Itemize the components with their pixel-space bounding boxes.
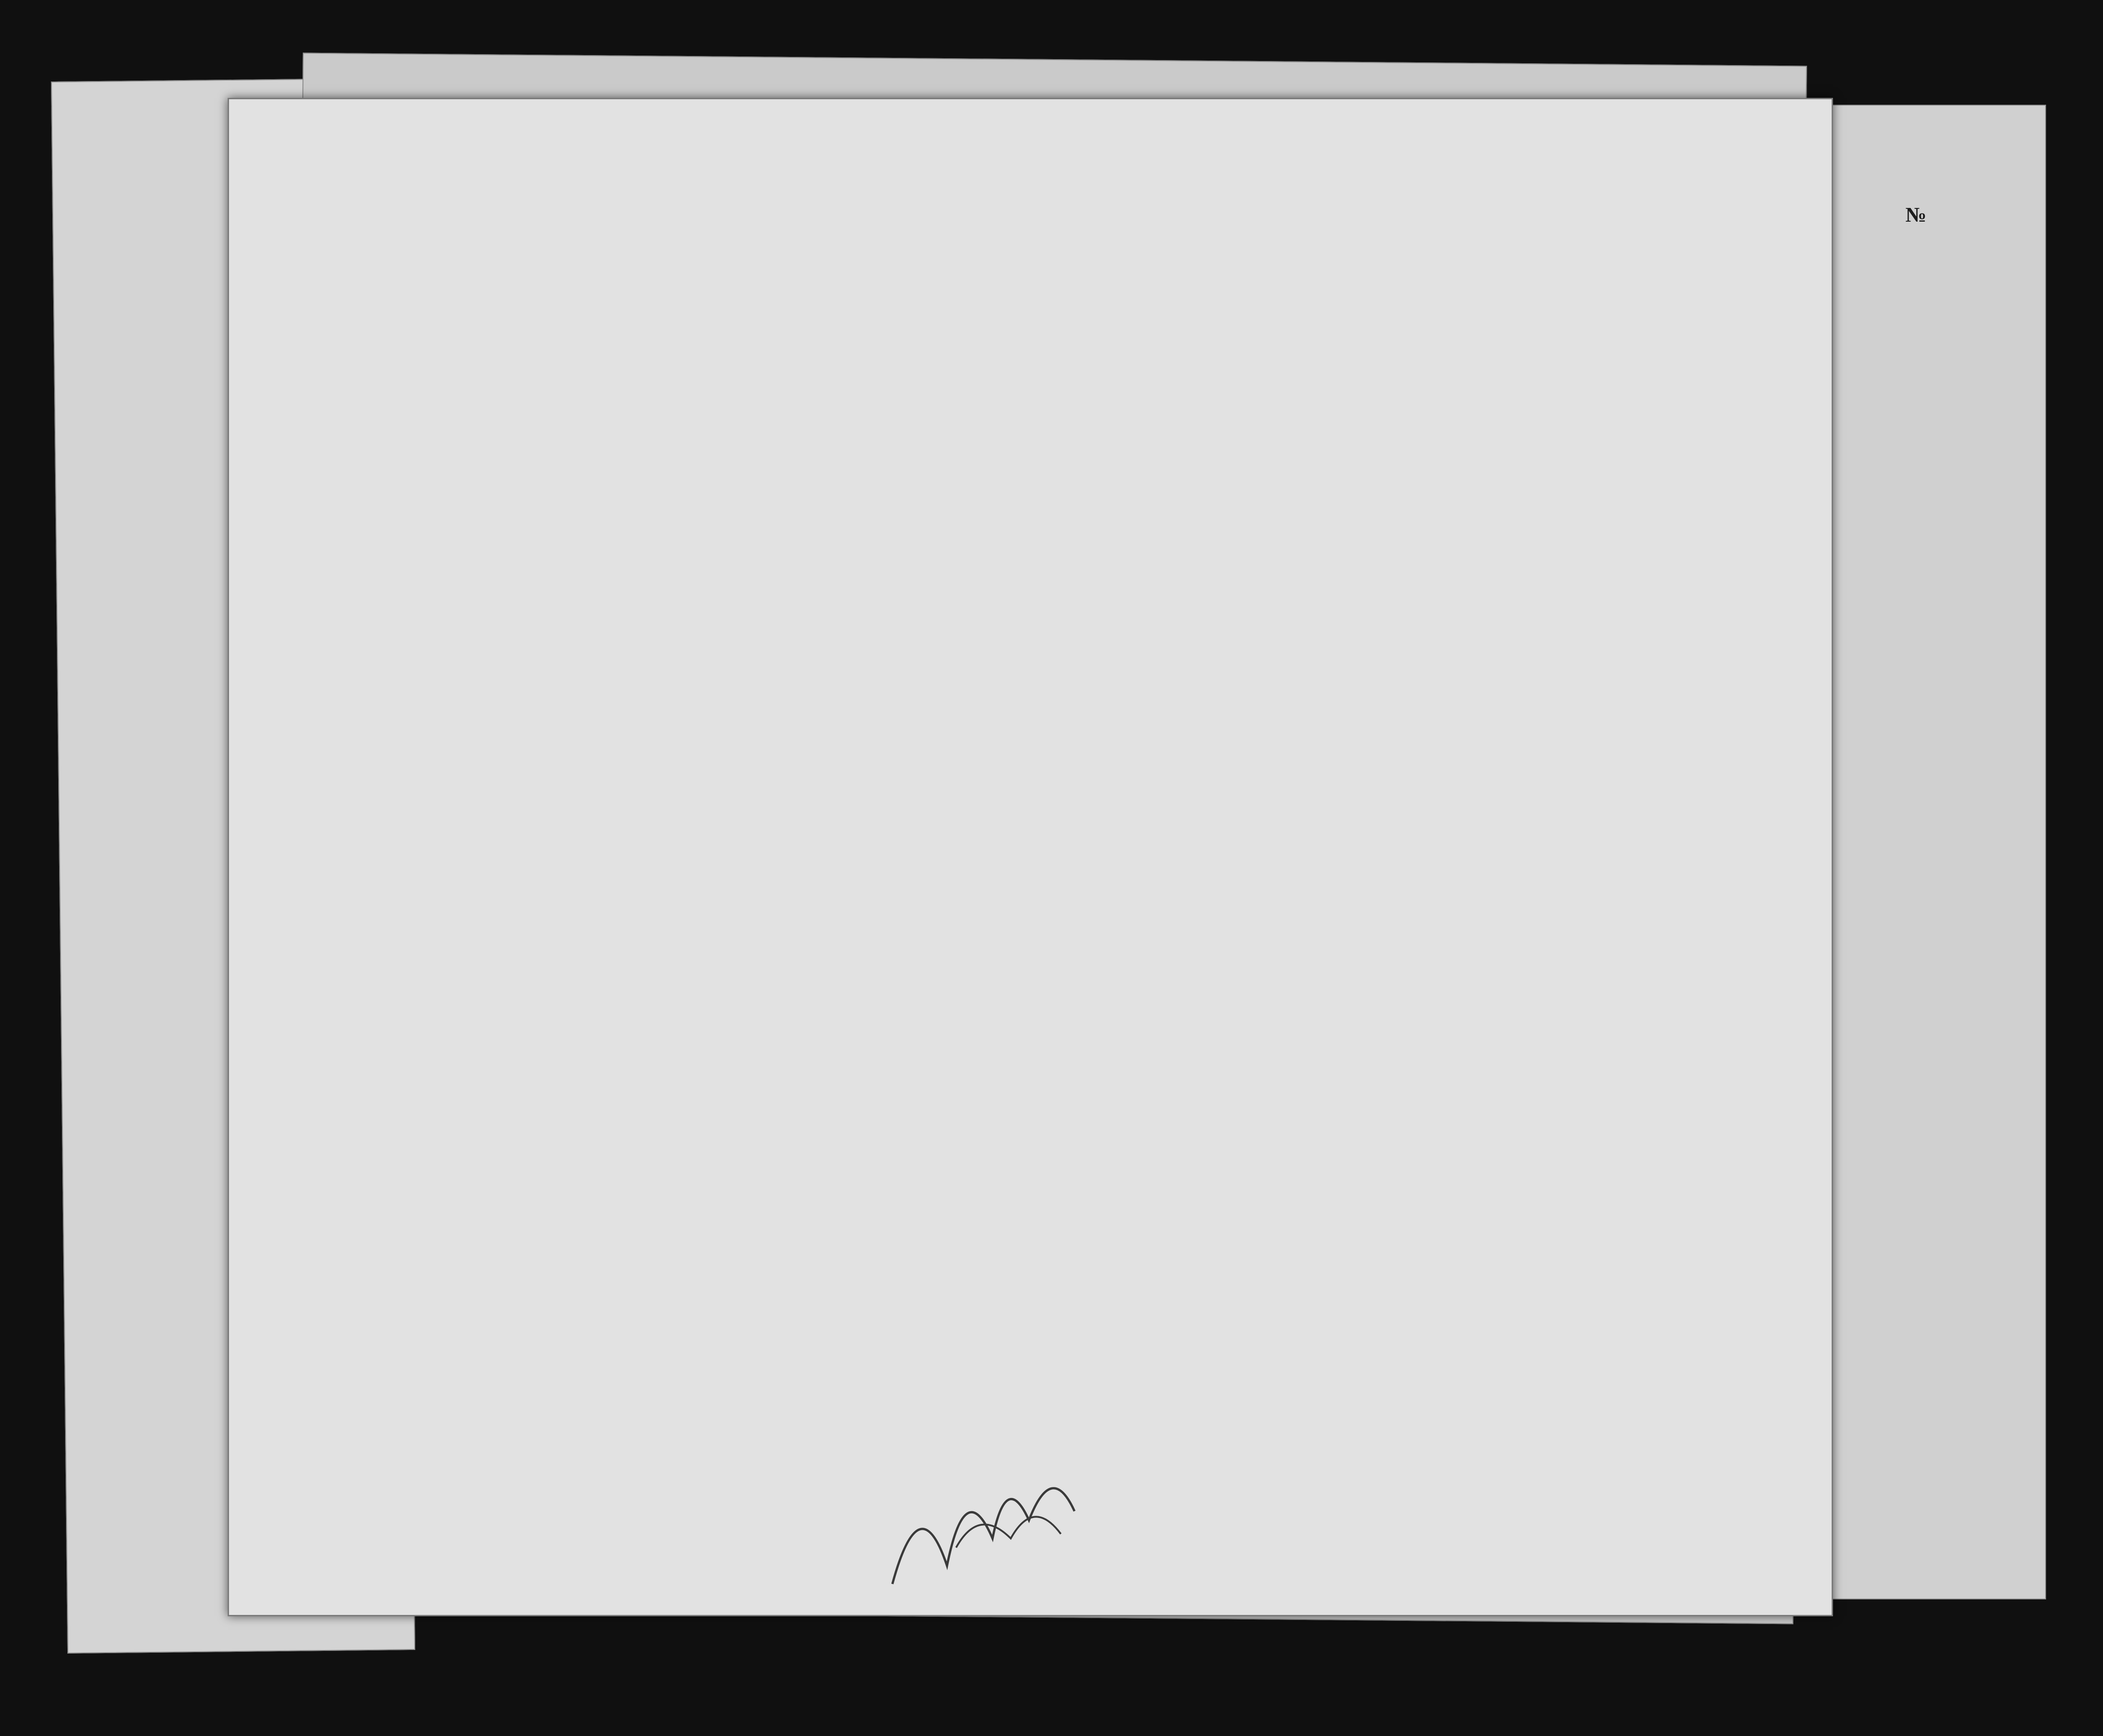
hdr-head-tax: [305, 355, 369, 367]
hdr-read-lang: [876, 401, 963, 410]
hdr-relative: [1359, 373, 1596, 385]
hdr-head-tax-note: [307, 387, 367, 399]
hdr-nationality: [1013, 364, 1086, 376]
page-number: №: [1905, 203, 1927, 226]
hdr-no-on-list: [275, 373, 303, 385]
hdr-calling: [797, 373, 851, 385]
